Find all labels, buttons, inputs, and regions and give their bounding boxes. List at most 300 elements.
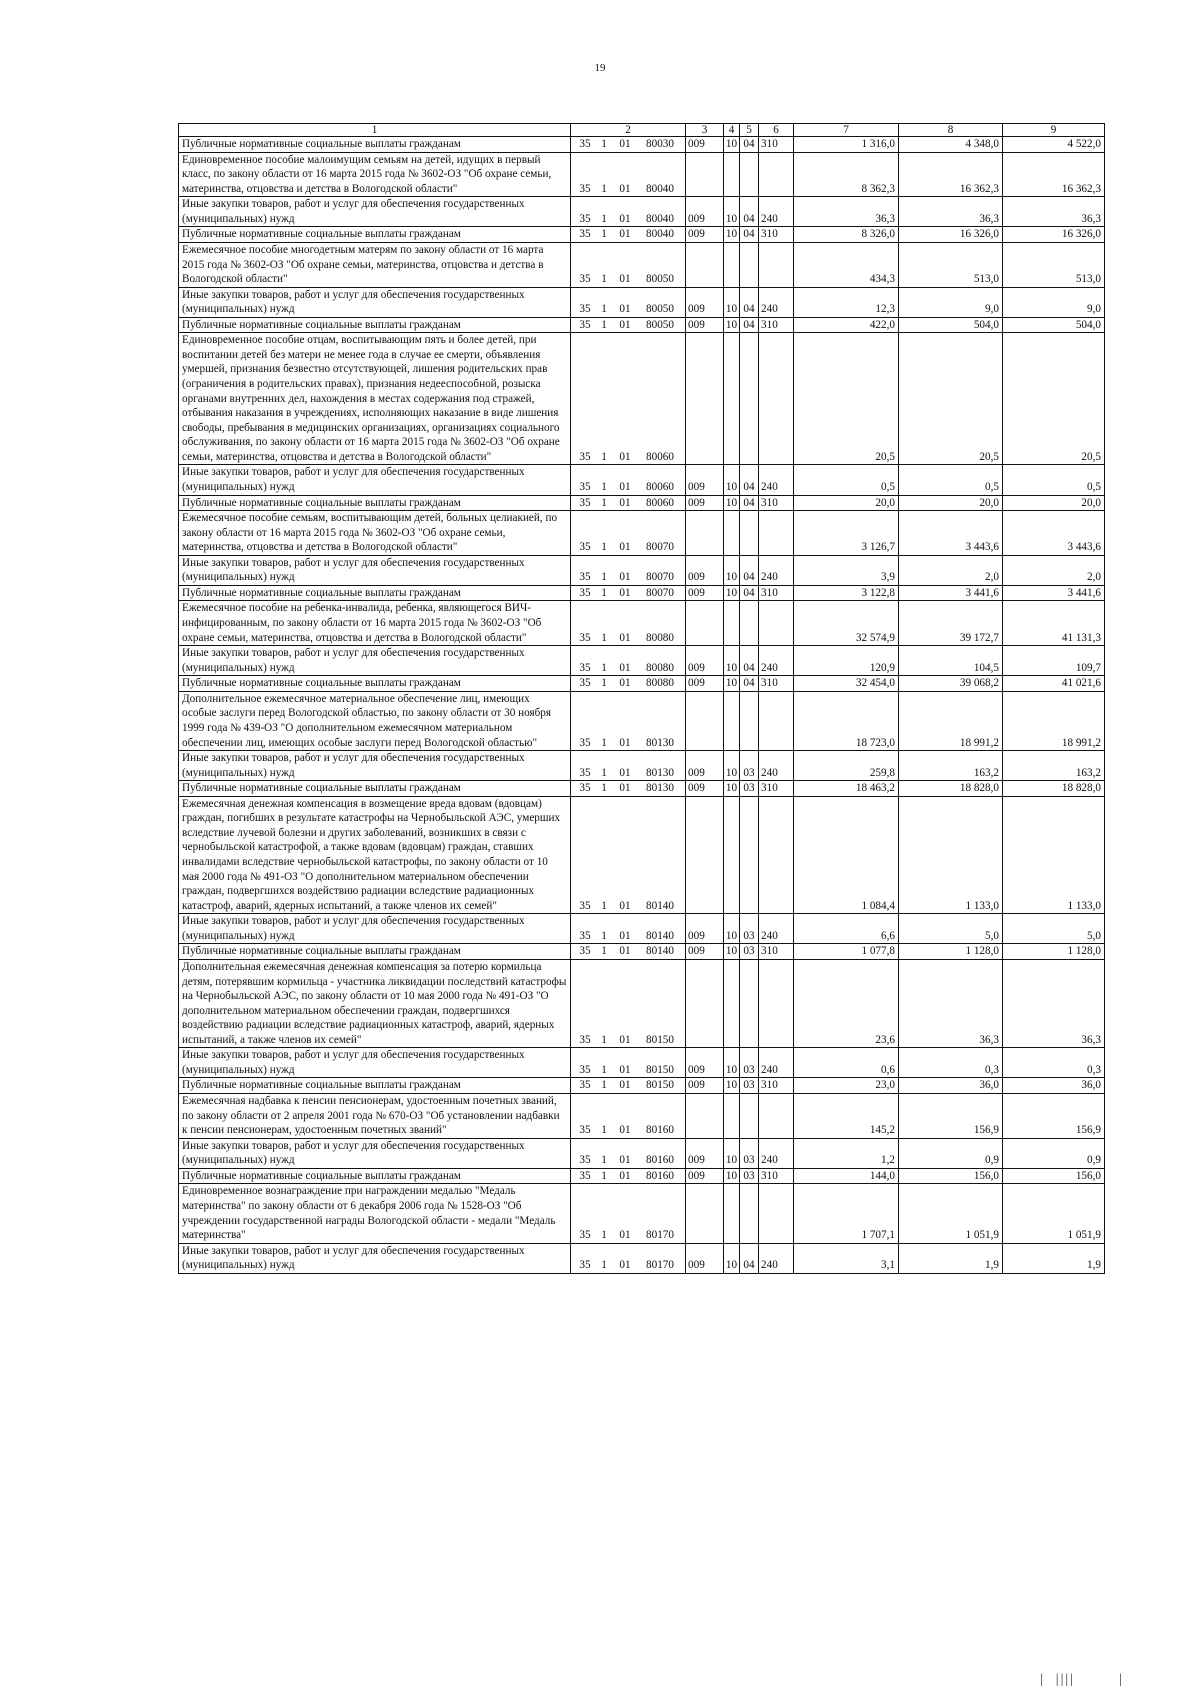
code-segment: 35 <box>579 1169 591 1182</box>
subsection-code: 03 <box>740 1138 759 1168</box>
code-segment: 1 <box>601 303 607 316</box>
target-article-code <box>571 1184 686 1243</box>
section-code <box>724 959 740 1047</box>
target-article-code <box>571 781 686 797</box>
expense-type-code <box>759 601 794 646</box>
row-description: Единовременное вознаграждение при награждении медалью "Медаль материнства" по закону области от 6 декабря 2006 года № 1528-ОЗ "Об учреждении государственной награды Вологодской области - медали "Медаль материнства" <box>179 1184 571 1243</box>
target-article-code <box>571 227 686 243</box>
row-description: Ежемесячное пособие многодетным матерям по закону области от 16 марта 2015 года № 3602-ОЗ "Об охране семьи, материнства, отцовства и детства в Вологодской области" <box>179 242 571 287</box>
amount-year-1: 23,0 <box>794 1078 899 1094</box>
table-row <box>179 944 1105 960</box>
code-segment: 01 <box>619 1169 631 1182</box>
amount-year-3: 3 443,6 <box>1003 511 1105 556</box>
row-description: Иные закупки товаров, работ и услуг для обеспечения государственных (муниципальных) нужд <box>179 751 571 781</box>
target-article-code <box>571 691 686 750</box>
subsection-code <box>740 1184 759 1243</box>
amount-year-1: 434,3 <box>794 242 899 287</box>
section-code: 10 <box>724 465 740 495</box>
code-segment: 80060 <box>646 480 674 493</box>
amount-year-3: 36,0 <box>1003 1078 1105 1094</box>
amount-year-1: 12,3 <box>794 287 899 317</box>
section-code <box>724 152 740 197</box>
row-description: Публичные нормативные социальные выплаты гражданам <box>179 676 571 692</box>
table-row <box>179 781 1105 797</box>
administrator-code <box>686 242 724 287</box>
table-row <box>179 317 1105 333</box>
section-code <box>724 1094 740 1139</box>
amount-year-2: 16 326,0 <box>899 227 1003 243</box>
expense-type-code <box>759 1184 794 1243</box>
code-segment: 80170 <box>646 1229 674 1242</box>
amount-year-1: 1 084,4 <box>794 796 899 914</box>
administrator-code <box>686 796 724 914</box>
target-article-code <box>571 1243 686 1273</box>
code-segment: 35 <box>579 480 591 493</box>
code-segment: 01 <box>619 541 631 554</box>
section-code <box>724 1184 740 1243</box>
code-segment: 1 <box>601 782 607 795</box>
subsection-code: 04 <box>740 585 759 601</box>
code-segment: 1 <box>601 1124 607 1137</box>
amount-year-2: 39 068,2 <box>899 676 1003 692</box>
target-article-code <box>571 465 686 495</box>
code-segment: 01 <box>619 1063 631 1076</box>
expense-type-code <box>759 242 794 287</box>
code-segment: 80050 <box>646 303 674 316</box>
expense-type-code: 310 <box>759 495 794 511</box>
subsection-code <box>740 511 759 556</box>
amount-year-2: 156,9 <box>899 1094 1003 1139</box>
amount-year-1: 3,1 <box>794 1243 899 1273</box>
subsection-code <box>740 1094 759 1139</box>
code-segment: 01 <box>619 1259 631 1272</box>
code-segment: 35 <box>579 1079 591 1092</box>
amount-year-1: 0,6 <box>794 1048 899 1078</box>
amount-year-2: 5,0 <box>899 914 1003 944</box>
amount-year-1: 3 122,8 <box>794 585 899 601</box>
row-description: Дополнительное ежемесячное материальное обеспечение лиц, имеющих особые заслуги перед Вологодской областью, по закону области от 30 ноября 1999 года № 439-ОЗ "О дополнительном ежемесячном материальном обеспечении лиц, имеющих особые заслуги перед Вологодской областью" <box>179 691 571 750</box>
code-segment: 1 <box>601 1063 607 1076</box>
amount-year-2: 2,0 <box>899 555 1003 585</box>
amount-year-1: 20,0 <box>794 495 899 511</box>
row-description: Ежемесячная надбавка к пенсии пенсионерам, удостоенным почетных званий, по закону области от 2 апреля 2001 года № 670-ОЗ "Об установлении надбавки к пенсии пенсионерам, удостоенным почетных званий" <box>179 1094 571 1139</box>
code-segment: 35 <box>579 273 591 286</box>
code-segment: 35 <box>579 1259 591 1272</box>
row-description: Публичные нормативные социальные выплаты гражданам <box>179 137 571 153</box>
code-segment: 35 <box>579 182 591 195</box>
amount-year-3: 5,0 <box>1003 914 1105 944</box>
administrator-code <box>686 601 724 646</box>
code-segment: 1 <box>601 1259 607 1272</box>
amount-year-1: 120,9 <box>794 646 899 676</box>
administrator-code: 009 <box>686 227 724 243</box>
code-segment: 1 <box>601 571 607 584</box>
code-segment: 01 <box>619 1154 631 1167</box>
code-segment: 01 <box>619 318 631 331</box>
amount-year-3: 1 051,9 <box>1003 1184 1105 1243</box>
amount-year-3: 20,5 <box>1003 333 1105 465</box>
amount-year-2: 1 133,0 <box>899 796 1003 914</box>
amount-year-2: 36,0 <box>899 1078 1003 1094</box>
table-row <box>179 1168 1105 1184</box>
code-segment: 80150 <box>646 1033 674 1046</box>
expense-type-code: 310 <box>759 944 794 960</box>
table-row <box>179 601 1105 646</box>
table-row <box>179 137 1105 153</box>
expense-type-code <box>759 511 794 556</box>
scan-marks: | |||| | <box>1040 1672 1124 1687</box>
row-description: Иные закупки товаров, работ и услуг для обеспечения государственных (муниципальных) нужд <box>179 465 571 495</box>
amount-year-2: 0,5 <box>899 465 1003 495</box>
row-description: Публичные нормативные социальные выплаты гражданам <box>179 944 571 960</box>
target-article-code <box>571 585 686 601</box>
subsection-code: 04 <box>740 197 759 227</box>
expense-type-code: 240 <box>759 646 794 676</box>
amount-year-1: 3 126,7 <box>794 511 899 556</box>
section-code: 10 <box>724 914 740 944</box>
code-segment: 01 <box>619 586 631 599</box>
code-segment: 35 <box>579 677 591 690</box>
expense-type-code: 240 <box>759 197 794 227</box>
section-code: 10 <box>724 227 740 243</box>
row-description: Иные закупки товаров, работ и услуг для обеспечения государственных (муниципальных) нужд <box>179 646 571 676</box>
code-segment: 01 <box>619 1033 631 1046</box>
target-article-code <box>571 676 686 692</box>
expense-type-code: 240 <box>759 751 794 781</box>
code-segment: 35 <box>579 1154 591 1167</box>
amount-year-1: 1 316,0 <box>794 137 899 153</box>
target-article-code <box>571 1094 686 1139</box>
section-code <box>724 601 740 646</box>
amount-year-2: 156,0 <box>899 1168 1003 1184</box>
target-article-code <box>571 287 686 317</box>
amount-year-3: 1 133,0 <box>1003 796 1105 914</box>
subsection-code: 04 <box>740 137 759 153</box>
code-segment: 35 <box>579 1124 591 1137</box>
code-segment: 80030 <box>646 138 674 150</box>
administrator-code: 009 <box>686 1048 724 1078</box>
table-row <box>179 914 1105 944</box>
administrator-code: 009 <box>686 944 724 960</box>
code-segment: 1 <box>601 138 607 150</box>
subsection-code: 04 <box>740 227 759 243</box>
amount-year-3: 20,0 <box>1003 495 1105 511</box>
administrator-code: 009 <box>686 646 724 676</box>
expense-type-code: 240 <box>759 1138 794 1168</box>
administrator-code: 009 <box>686 1168 724 1184</box>
amount-year-2: 0,3 <box>899 1048 1003 1078</box>
column-number-row <box>179 124 1105 137</box>
amount-year-1: 6,6 <box>794 914 899 944</box>
subsection-code <box>740 333 759 465</box>
code-segment: 1 <box>601 212 607 225</box>
code-segment: 1 <box>601 899 607 912</box>
amount-year-1: 23,6 <box>794 959 899 1047</box>
code-segment: 1 <box>601 661 607 674</box>
code-segment: 01 <box>619 631 631 644</box>
target-article-code <box>571 1078 686 1094</box>
table-row <box>179 1078 1105 1094</box>
section-code: 10 <box>724 751 740 781</box>
code-segment: 1 <box>601 496 607 509</box>
code-segment: 35 <box>579 1033 591 1046</box>
section-code: 10 <box>724 317 740 333</box>
code-segment: 80040 <box>646 182 674 195</box>
code-segment: 1 <box>601 228 607 241</box>
expense-type-code <box>759 796 794 914</box>
row-description: Дополнительная ежемесячная денежная компенсация за потерю кормильца детям, потерявшим кормильца - участника ликвидации последствий катастрофы на Чернобыльской АЭС, по закону области от 10 мая 2000 года № 491-ОЗ "О дополнительном материальном обеспечении граждан, подвергшихся воздействию радиации вследствие радиационных катастроф, аварий, ядерных испытаний, а также членов их семей" <box>179 959 571 1047</box>
amount-year-3: 4 522,0 <box>1003 137 1105 153</box>
target-article-code <box>571 959 686 1047</box>
budget-table <box>178 123 1105 1274</box>
amount-year-3: 1,9 <box>1003 1243 1105 1273</box>
section-code: 10 <box>724 585 740 601</box>
code-segment: 35 <box>579 571 591 584</box>
section-code: 10 <box>724 1168 740 1184</box>
administrator-code <box>686 691 724 750</box>
code-segment: 35 <box>579 138 591 150</box>
code-segment: 1 <box>601 1169 607 1182</box>
expense-type-code: 240 <box>759 1243 794 1273</box>
subsection-code: 03 <box>740 1168 759 1184</box>
code-segment: 35 <box>579 661 591 674</box>
administrator-code: 009 <box>686 676 724 692</box>
code-segment: 1 <box>601 1154 607 1167</box>
table-row <box>179 585 1105 601</box>
code-segment: 35 <box>579 228 591 241</box>
code-segment: 80150 <box>646 1063 674 1076</box>
table-row <box>179 333 1105 465</box>
subsection-code: 04 <box>740 465 759 495</box>
target-article-code <box>571 317 686 333</box>
amount-year-1: 32 574,9 <box>794 601 899 646</box>
amount-year-1: 144,0 <box>794 1168 899 1184</box>
code-segment: 35 <box>579 303 591 316</box>
amount-year-2: 504,0 <box>899 317 1003 333</box>
amount-year-2: 9,0 <box>899 287 1003 317</box>
amount-year-3: 41 021,6 <box>1003 676 1105 692</box>
amount-year-3: 504,0 <box>1003 317 1105 333</box>
administrator-code: 009 <box>686 585 724 601</box>
subsection-code: 03 <box>740 781 759 797</box>
code-segment: 80160 <box>646 1154 674 1167</box>
amount-year-2: 0,9 <box>899 1138 1003 1168</box>
page-number: 19 <box>594 62 606 74</box>
subsection-code: 03 <box>740 1078 759 1094</box>
amount-year-1: 0,5 <box>794 465 899 495</box>
column-number: 4 <box>724 124 740 137</box>
administrator-code <box>686 959 724 1047</box>
target-article-code <box>571 914 686 944</box>
table-row <box>179 1184 1105 1243</box>
code-segment: 80140 <box>646 945 674 958</box>
amount-year-2: 4 348,0 <box>899 137 1003 153</box>
column-number: 8 <box>899 124 1003 137</box>
amount-year-2: 1 051,9 <box>899 1184 1003 1243</box>
row-description: Иные закупки товаров, работ и услуг для обеспечения государственных (муниципальных) нужд <box>179 555 571 585</box>
table-row <box>179 1048 1105 1078</box>
administrator-code: 009 <box>686 751 724 781</box>
subsection-code <box>740 242 759 287</box>
code-segment: 35 <box>579 586 591 599</box>
expense-type-code: 240 <box>759 1048 794 1078</box>
code-segment: 1 <box>601 766 607 779</box>
administrator-code <box>686 1094 724 1139</box>
subsection-code: 04 <box>740 287 759 317</box>
section-code: 10 <box>724 676 740 692</box>
administrator-code: 009 <box>686 137 724 153</box>
code-segment: 80130 <box>646 736 674 749</box>
amount-year-2: 3 443,6 <box>899 511 1003 556</box>
table-row <box>179 287 1105 317</box>
target-article-code <box>571 555 686 585</box>
code-segment: 80050 <box>646 273 674 286</box>
code-segment: 1 <box>601 318 607 331</box>
table-row <box>179 796 1105 914</box>
amount-year-2: 18 828,0 <box>899 781 1003 797</box>
amount-year-1: 20,5 <box>794 333 899 465</box>
amount-year-2: 3 441,6 <box>899 585 1003 601</box>
subsection-code: 03 <box>740 751 759 781</box>
section-code: 10 <box>724 137 740 153</box>
code-segment: 80080 <box>646 631 674 644</box>
administrator-code: 009 <box>686 495 724 511</box>
amount-year-1: 36,3 <box>794 197 899 227</box>
amount-year-3: 0,5 <box>1003 465 1105 495</box>
row-description: Публичные нормативные социальные выплаты гражданам <box>179 317 571 333</box>
amount-year-3: 0,9 <box>1003 1138 1105 1168</box>
column-number: 9 <box>1003 124 1105 137</box>
code-segment: 01 <box>619 480 631 493</box>
amount-year-3: 1 128,0 <box>1003 944 1105 960</box>
row-description: Публичные нормативные социальные выплаты гражданам <box>179 1078 571 1094</box>
subsection-code: 04 <box>740 495 759 511</box>
subsection-code <box>740 601 759 646</box>
amount-year-3: 0,3 <box>1003 1048 1105 1078</box>
target-article-code <box>571 197 686 227</box>
amount-year-1: 8 362,3 <box>794 152 899 197</box>
amount-year-3: 109,7 <box>1003 646 1105 676</box>
target-article-code <box>571 1168 686 1184</box>
code-segment: 1 <box>601 736 607 749</box>
expense-type-code: 310 <box>759 1168 794 1184</box>
subsection-code: 04 <box>740 1243 759 1273</box>
code-segment: 80130 <box>646 782 674 795</box>
amount-year-1: 3,9 <box>794 555 899 585</box>
administrator-code: 009 <box>686 1243 724 1273</box>
code-segment: 01 <box>619 138 631 150</box>
table-row <box>179 1243 1105 1273</box>
code-segment: 80070 <box>646 586 674 599</box>
amount-year-2: 16 362,3 <box>899 152 1003 197</box>
row-description: Публичные нормативные социальные выплаты гражданам <box>179 1168 571 1184</box>
expense-type-code <box>759 152 794 197</box>
subsection-code: 03 <box>740 944 759 960</box>
administrator-code: 009 <box>686 465 724 495</box>
column-number: 2 <box>571 124 686 137</box>
amount-year-2: 36,3 <box>899 197 1003 227</box>
expense-type-code: 310 <box>759 1078 794 1094</box>
amount-year-3: 18 991,2 <box>1003 691 1105 750</box>
amount-year-1: 8 326,0 <box>794 227 899 243</box>
code-segment: 1 <box>601 480 607 493</box>
code-segment: 80060 <box>646 496 674 509</box>
amount-year-2: 36,3 <box>899 959 1003 1047</box>
code-segment: 01 <box>619 782 631 795</box>
code-segment: 80170 <box>646 1259 674 1272</box>
code-segment: 80160 <box>646 1169 674 1182</box>
section-code: 10 <box>724 944 740 960</box>
target-article-code <box>571 333 686 465</box>
code-segment: 35 <box>579 782 591 795</box>
row-description: Иные закупки товаров, работ и услуг для обеспечения государственных (муниципальных) нужд <box>179 914 571 944</box>
amount-year-3: 41 131,3 <box>1003 601 1105 646</box>
code-segment: 35 <box>579 736 591 749</box>
subsection-code: 03 <box>740 1048 759 1078</box>
code-segment: 01 <box>619 766 631 779</box>
code-segment: 1 <box>601 541 607 554</box>
subsection-code <box>740 959 759 1047</box>
row-description: Ежемесячное пособие на ребенка-инвалида, ребенка, являющегося ВИЧ-инфицированным, по закону области от 16 марта 2015 года № 3602-ОЗ "Об охране семьи, материнства, отцовства и детства в Вологодской области" <box>179 601 571 646</box>
column-number: 1 <box>179 124 571 137</box>
amount-year-1: 18 723,0 <box>794 691 899 750</box>
amount-year-2: 39 172,7 <box>899 601 1003 646</box>
code-segment: 01 <box>619 182 631 195</box>
amount-year-3: 18 828,0 <box>1003 781 1105 797</box>
table-row <box>179 495 1105 511</box>
amount-year-2: 513,0 <box>899 242 1003 287</box>
code-segment: 1 <box>601 677 607 690</box>
target-article-code <box>571 751 686 781</box>
section-code <box>724 796 740 914</box>
code-segment: 35 <box>579 766 591 779</box>
code-segment: 80040 <box>646 228 674 241</box>
target-article-code <box>571 1138 686 1168</box>
subsection-code: 04 <box>740 646 759 676</box>
expense-type-code: 310 <box>759 137 794 153</box>
code-segment: 80070 <box>646 571 674 584</box>
code-segment: 01 <box>619 661 631 674</box>
code-segment: 01 <box>619 571 631 584</box>
amount-year-2: 20,0 <box>899 495 1003 511</box>
expense-type-code <box>759 333 794 465</box>
amount-year-3: 9,0 <box>1003 287 1105 317</box>
code-segment: 01 <box>619 450 631 463</box>
administrator-code: 009 <box>686 197 724 227</box>
code-segment: 35 <box>579 212 591 225</box>
row-description: Иные закупки товаров, работ и услуг для обеспечения государственных (муниципальных) нужд <box>179 1243 571 1273</box>
code-segment: 35 <box>579 945 591 958</box>
target-article-code <box>571 601 686 646</box>
table-row <box>179 227 1105 243</box>
row-description: Единовременное пособие отцам, воспитывающим пять и более детей, при воспитании детей без матери не менее года в случае ее смерти, объявления умершей, признания безвестно отсутствующей, лишения родительских прав (ограничения в родительских правах), признания недееспособной, розыска органами внутренних дел, нахождения в местах содержания под стражей, отбывания наказания в учреждениях, исполняющих наказание в виде лишения свободы, пребывания в медицинских организациях, организациях социального обслуживания, по закону области от 16 марта 2015 года № 3602-ОЗ "Об охране семьи, материнства, отцовства и детства в Вологодской области" <box>179 333 571 465</box>
column-number: 3 <box>686 124 724 137</box>
expense-type-code: 240 <box>759 555 794 585</box>
amount-year-1: 422,0 <box>794 317 899 333</box>
table-row <box>179 691 1105 750</box>
code-segment: 80080 <box>646 661 674 674</box>
subsection-code <box>740 691 759 750</box>
code-segment: 80160 <box>646 1124 674 1137</box>
code-segment: 01 <box>619 273 631 286</box>
table-row <box>179 465 1105 495</box>
administrator-code: 009 <box>686 317 724 333</box>
expense-type-code: 310 <box>759 585 794 601</box>
amount-year-2: 1,9 <box>899 1243 1003 1273</box>
amount-year-3: 156,0 <box>1003 1168 1105 1184</box>
code-segment: 01 <box>619 1229 631 1242</box>
subsection-code <box>740 796 759 914</box>
